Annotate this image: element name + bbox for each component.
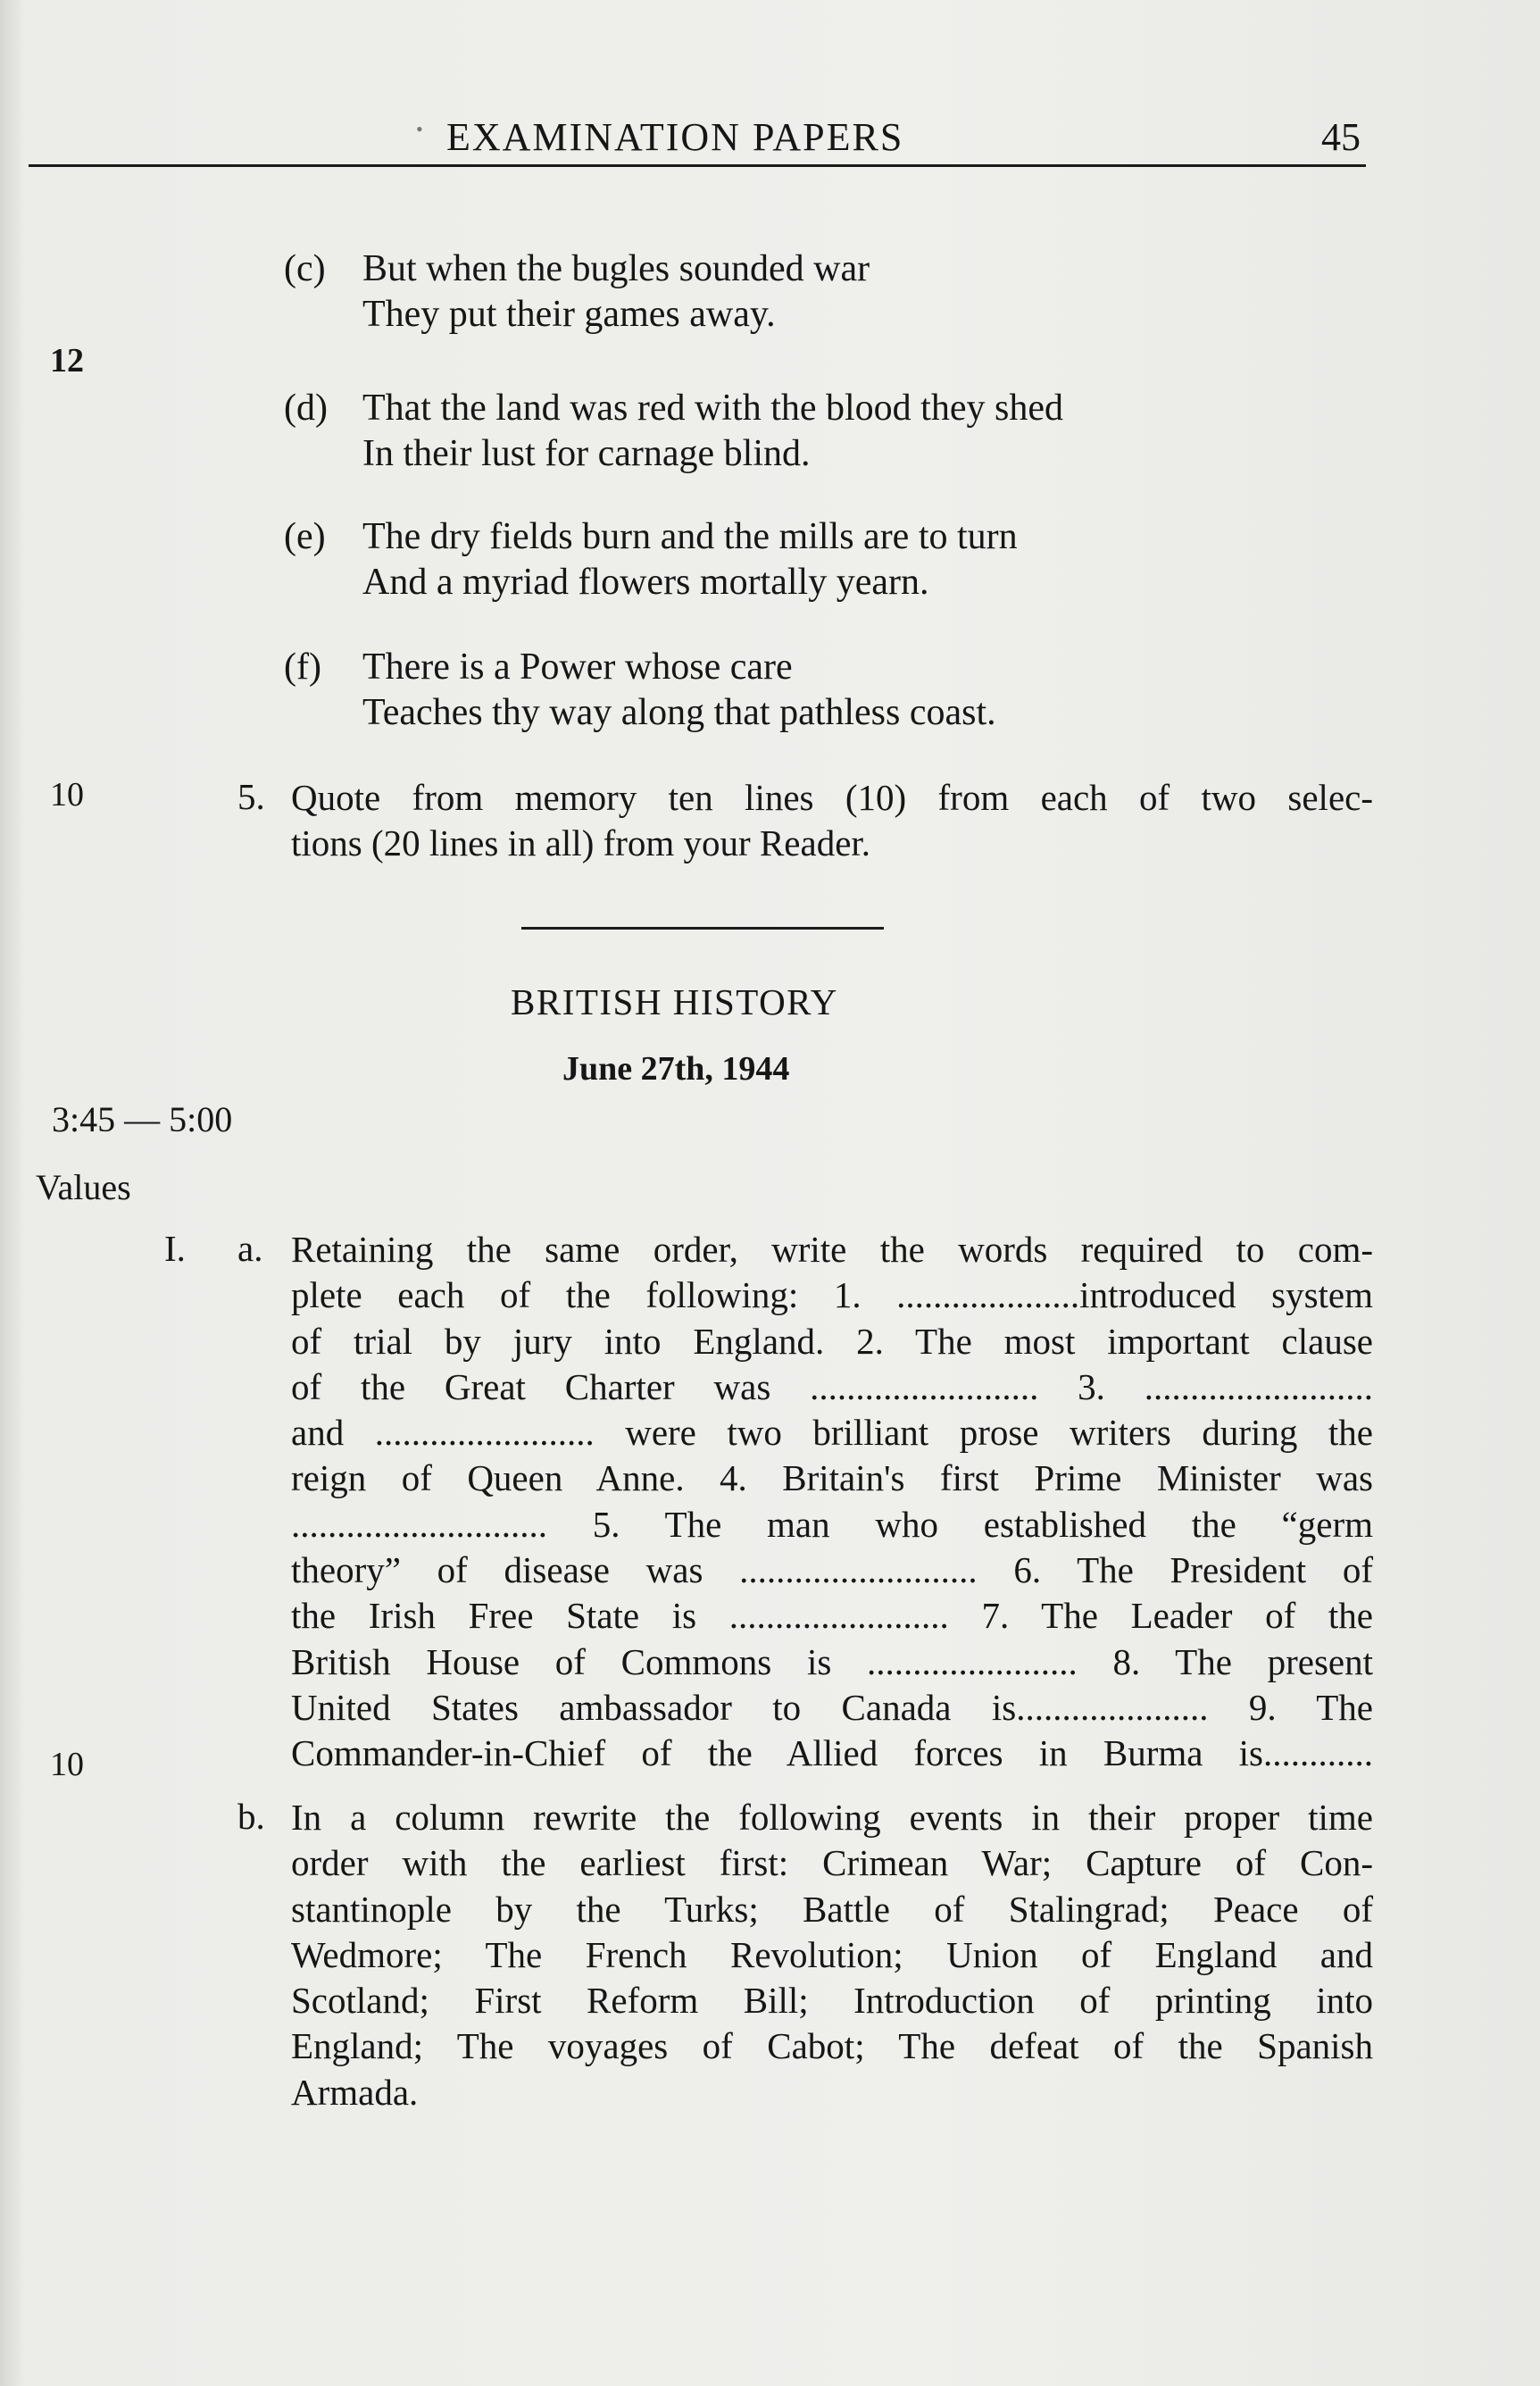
text-line: In a column rewrite the following events in their proper time [291,1797,1373,1838]
text-line: the Irish Free State is ........................ 7. The Leader of the [291,1595,1373,1637]
verse-line: They put their games away. [362,294,776,335]
values-heading: Values [36,1167,131,1207]
verse-line: And a myriad flowers mortally yearn. [362,562,929,603]
part-label: a. [237,1228,263,1269]
text-line: order with the earliest first: Crimean War; Capture of Con- [291,1842,1373,1884]
text-line: Retaining the same order, write the words required to com- [291,1229,1373,1270]
item-label: (d) [284,388,328,429]
part-label: b. [237,1796,265,1837]
poetry-item-e [284,514,1018,605]
text-line: Quote from memory ten lines (10) from each of two selec- [291,777,1373,818]
exam-time: 3:45 — 5:00 [52,1099,233,1139]
item-label: (e) [284,516,326,557]
text-line: United States ambassador to Canada is..................... 9. The [291,1686,1373,1728]
question-number: 5. [237,776,265,817]
question-Ib-text [291,1795,1373,2115]
verse-line: But when the bugles sounded war [362,248,870,289]
poetry-item-c [284,246,870,338]
text-line: Scotland; First Reform Bill; Introduction of printing into [291,1980,1373,2022]
header-dot: • [416,118,423,140]
verse-line: That the land was red with the blood they shed [362,388,1063,429]
section-number: I. [164,1228,186,1269]
verse-line: The dry fields burn and the mills are to turn [362,516,1018,557]
text-line: of trial by jury into England. 2. The most important clause [291,1320,1373,1362]
verse-line: Teaches thy way along that pathless coast. [362,692,996,733]
section-title: BRITISH HISTORY [511,981,838,1022]
verse-line: In their lust for carnage blind. [362,433,811,474]
margin-value: 12 [50,342,84,380]
text-line: England; The voyages of Cabot; The defeat of the Spanish [291,2025,1373,2067]
margin-value: 10 [50,1746,84,1783]
text-line: tions (20 lines in all) from your Reader. [291,822,871,864]
poetry-item-f [284,645,996,736]
text-line: plete each of the following: 1. ....................introduced system [291,1274,1373,1316]
text-line: theory” of disease was .......................... 6. The President of [291,1549,1373,1591]
header-rule [29,164,1366,167]
item-label: (c) [284,248,326,289]
text-line: stantinople by the Turks; Battle of Stalingrad; Peace of [291,1888,1373,1930]
poetry-item-d [284,386,1063,477]
text-line: ............................ 5. The man who established the “germ [291,1503,1373,1545]
section-divider [521,927,884,930]
running-header-title: EXAMINATION PAPERS [446,115,904,159]
item-label: (f) [284,647,321,688]
question-5-text [291,775,1373,867]
text-line: Armada. [291,2071,419,2113]
page-number: 45 [1321,115,1361,159]
text-line: Commander-in-Chief of the Allied forces in Burma is............ [291,1732,1373,1774]
text-line: reign of Queen Anne. 4. Britain's first Prime Minister was [291,1457,1373,1499]
exam-date: June 27th, 1944 [562,1050,790,1088]
question-Ia-text [291,1227,1373,1777]
text-line: Wedmore; The French Revolution; Union of England and [291,1933,1373,1975]
margin-value: 10 [50,776,84,813]
verse-line: There is a Power whose care [362,647,793,688]
text-line: and ........................ were two brilliant prose writers during the [291,1412,1373,1454]
text-line: British House of Commons is ....................... 8. The present [291,1640,1373,1682]
text-line: of the Great Charter was ......................... 3. ......................... [291,1365,1373,1407]
